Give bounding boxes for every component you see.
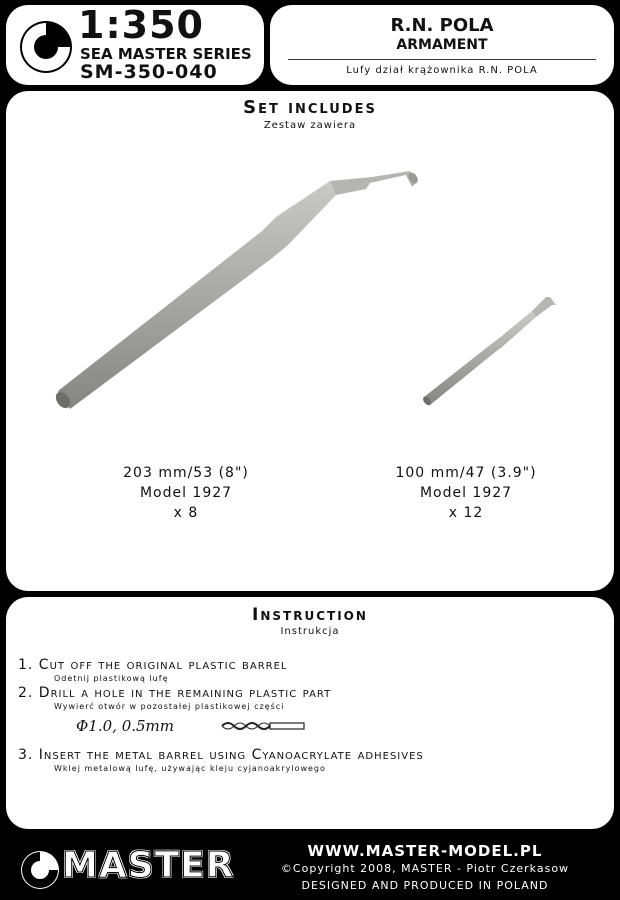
barrel-100mm-qty: x 12	[448, 505, 484, 521]
instruction-title: Instruction	[252, 605, 368, 625]
made-in: DESIGNED AND PRODUCED IN POLAND	[301, 879, 549, 892]
instruction-subtitle: Instrukcja	[280, 626, 340, 637]
barrel-100mm-caliber: 100 mm/47 (3.9")	[395, 465, 537, 481]
barrel-203mm-qty: x 8	[173, 505, 199, 521]
master-footer-logo-icon	[20, 843, 60, 893]
brand-name: MASTER	[62, 845, 235, 886]
step-3: 3. Insert the metal barrel using Cyanoacrylate adhesives	[18, 747, 424, 763]
barrel-100mm-model: Model 1927	[419, 485, 513, 501]
product-code: SM-350-040	[80, 61, 218, 83]
instruction-panel	[6, 597, 614, 829]
header-title-panel	[270, 5, 614, 85]
divider	[288, 59, 596, 60]
step-2-sub: Wywierć otwór w pozostałej plastikowej części	[54, 702, 285, 711]
set-includes-panel	[6, 91, 614, 591]
step-1-sub: Odetnij plastikową lufę	[54, 674, 169, 683]
barrel-203mm-label	[66, 463, 306, 523]
barrel-100mm-label	[346, 463, 586, 523]
set-subtitle: Zestaw zawiera	[263, 120, 357, 131]
set-title: Set includes	[243, 97, 377, 118]
ship-description: Lufy dział krążownika R.N. POLA	[346, 65, 538, 76]
barrel-203mm-caliber: 203 mm/53 (8")	[123, 465, 249, 481]
website-link[interactable]: WWW.MASTER-MODEL.PL	[307, 842, 543, 860]
master-logo-icon	[18, 9, 74, 81]
header-series-panel	[6, 5, 264, 85]
ship-subtitle: ARMAMENT	[396, 37, 488, 53]
copyright: ©Copyright 2008, MASTER - Piotr Czerkasow	[280, 862, 570, 875]
step-2: 2. Drill a hole in the remaining plastic part	[18, 685, 332, 701]
drill-bit-icon	[220, 719, 306, 733]
drill-size: Φ1.0, 0.5mm	[76, 717, 174, 735]
barrel-203mm-model: Model 1927	[139, 485, 233, 501]
step-3-sub: Wklej metalową lufę, używając kleju cyjanoakrylowego	[54, 764, 326, 773]
barrel-100mm-icon	[421, 297, 556, 407]
barrel-203mm-icon	[53, 171, 420, 411]
step-1: 1. Cut off the original plastic barrel	[18, 657, 288, 673]
scale-label: 1:350	[78, 3, 204, 47]
ship-title: R.N. POLA	[390, 15, 494, 36]
series-label: SEA MASTER SERIES	[80, 45, 252, 63]
